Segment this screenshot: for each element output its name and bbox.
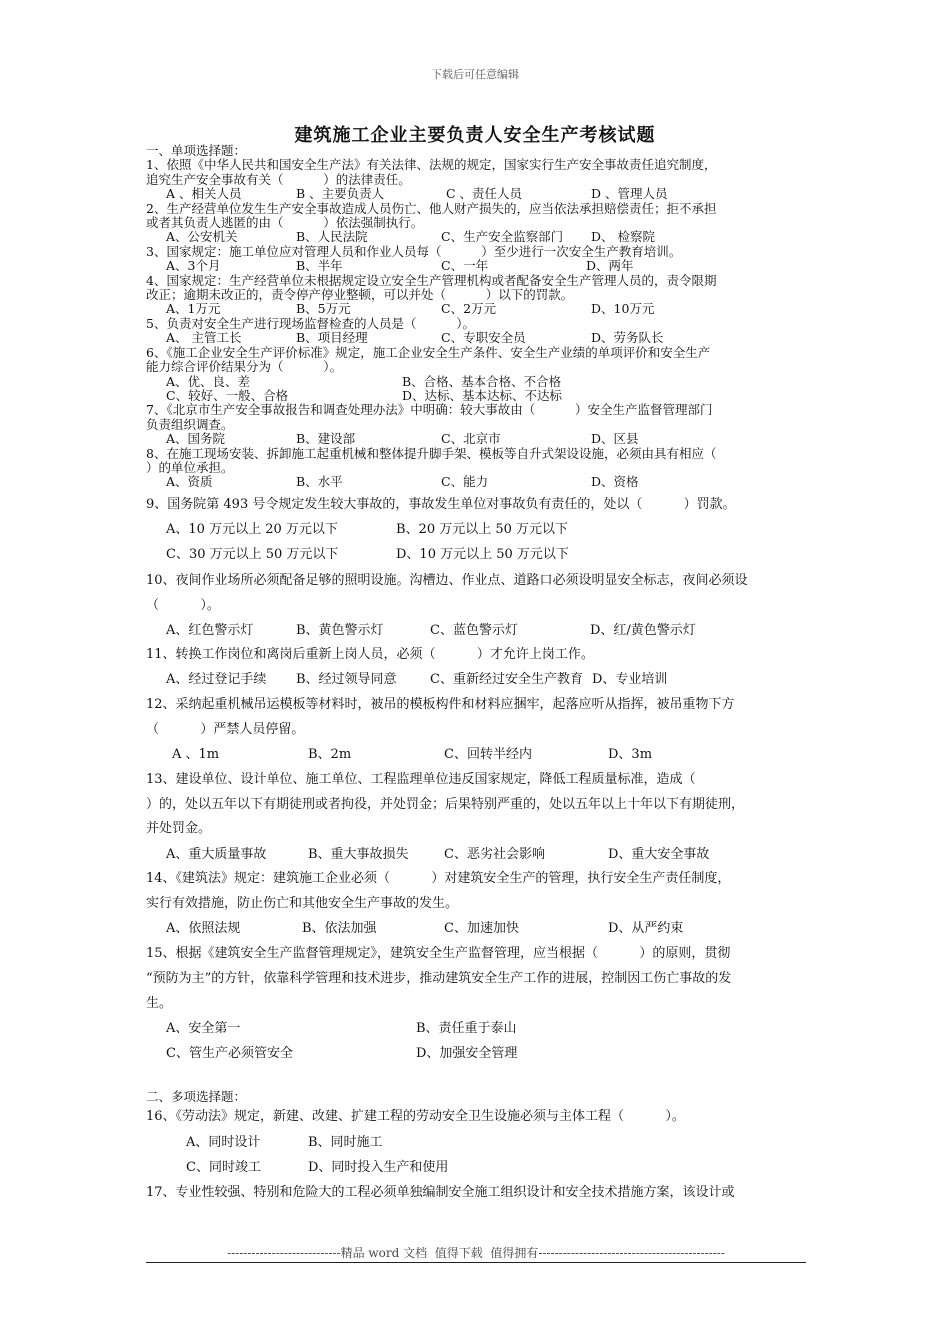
q7-line2: 负责组织调查。: [146, 417, 234, 432]
q10-option-a: A、红色警示灯: [166, 623, 254, 638]
q14-option-a: A、依照法规: [166, 921, 241, 936]
q15-option-b: B、责任重于泰山: [416, 1021, 517, 1036]
download-note: 下载后可任意编辑: [431, 68, 519, 81]
q1-options: A 、相关人员 B 、主要负责人 C 、责任人员 D 、管理人员: [166, 187, 668, 202]
q13-line2: ）的，处以五年以下有期徒刑或者拘役，并处罚金；后果特别严重的，处以五年以上十年以下有期徒刑，: [146, 797, 745, 812]
q13-option-a: A、重大质量事故: [166, 847, 267, 862]
q6-line1: 6、《施工企业安全生产评价标准》规定，施工企业安全生产条件、安全生产业绩的单项评价和安全生产: [146, 345, 711, 360]
section-heading-multiple: 二、多项选择题：: [146, 1089, 247, 1104]
q7-options: A、国务院 B、建设部 C、北京市 D、区县: [166, 432, 639, 447]
q9-option-d: D、10 万元以上 50 万元以下: [396, 547, 569, 562]
q11-option-b: B、经过领导同意: [296, 672, 397, 687]
q2-options: A、公安机关 B、人民法院 C、生产安全监察部门 D、 检察院: [166, 230, 655, 245]
q6-options-row2: C、较好、一般、合格 D、达标、基本达标、不达标: [166, 388, 563, 403]
footer-note: ----------------------------精品 word 文档 值得下载 值得拥有----------------------------------------------: [227, 1246, 725, 1260]
q12-line1: 12、采纳起重机械吊运模板等材料时，被吊的模板构件和材料应捆牢，起落应听从指挥，被吊重物下方: [146, 697, 735, 712]
q5-options: A、 主管工长 B、项目经理 C、专职安全员 D、劳务队长: [166, 331, 664, 346]
q14-option-d: D、从严约束: [608, 921, 684, 936]
q15-option-c: C、管生产必须管安全: [166, 1046, 293, 1061]
q9-text: 9、国务院第 493 号令规定发生较大事故的，事故发生单位对事故负有责任的，处以（ ）罚款。: [146, 497, 736, 512]
q3-line1: 3、国家规定：施工单位应对管理人员和作业人员每（ ）至少进行一次安全生产教育培训。: [146, 244, 682, 259]
q16-option-a: A、同时设计: [186, 1135, 261, 1150]
q2-line2: 或者其负责人逃匿的由（ ）依法强制执行。: [146, 216, 424, 231]
q14-option-c: C、加速加快: [444, 921, 519, 936]
q15-option-d: D、加强安全管理: [416, 1046, 518, 1061]
q14-line1: 14、《建筑法》规定：建筑施工企业必须（ ）对建筑安全生产的管理，执行安全生产责任制度，: [146, 871, 731, 886]
q2-line1: 2、生产经营单位发生生产安全事故造成人员伤亡、他人财产损失的，应当依法承担赔偿责任；拒不承担: [146, 201, 717, 216]
q12-option-b: B、2m: [308, 747, 352, 762]
q1-line1: 1、依照《中华人民共和国安全生产法》有关法律、法规的规定，国家实行生产安全事故责任追究制度，: [146, 158, 717, 173]
q4-line2: 改正；逾期未改正的，责令停产停业整顿，可以并处（ ）以下的罚款。: [146, 288, 574, 303]
q15-line3: 生。: [146, 996, 173, 1011]
q11-option-d: D、专业培训: [592, 672, 668, 687]
q11-option-a: A、经过登记手续: [166, 672, 267, 687]
q17-text: 17、专业性较强、特别和危险大的工程必须单独编制安全施工组织设计和安全技术措施方案，该设计或: [146, 1185, 735, 1200]
single-choice-block: [146, 144, 816, 490]
q16-option-c: C、同时竣工: [186, 1160, 261, 1175]
q12-option-d: D、3m: [608, 747, 653, 762]
exam-title: 建筑施工企业主要负责人安全生产考核试题: [294, 125, 656, 146]
q9-option-c: C、30 万元以上 50 万元以下: [166, 547, 339, 562]
q14-option-b: B、依法加强: [302, 921, 377, 936]
q15-line1: 15、根据《建筑安全生产监督管理规定》，建筑安全生产监督管理，应当根据（ ）的原则，贯彻: [146, 946, 731, 961]
q3-options: A、3个月 B、半年 C、一年 D、两年: [166, 259, 634, 274]
q9-option-a: A、10 万元以上 20 万元以下: [166, 522, 338, 537]
q10-line2: （ ）。: [146, 598, 220, 613]
q7-line1: 7、《北京市生产安全事故报告和调查处理办法》中明确：较大事故由（ ）安全生产监督管理部门: [146, 403, 713, 418]
q11-text: 11、转换工作岗位和离岗后重新上岗人员，必须（ ）才允许上岗工作。: [146, 647, 594, 662]
q1-line2: 追究生产安全事故有关（ ）的法律责任。: [146, 172, 411, 187]
q12-option-a: A 、1m: [172, 747, 220, 762]
q8-line1: 8、在施工现场安装、拆卸施工起重机械和整体提升脚手架、模板等自升式架设设施，必须由具有相应（: [146, 446, 717, 461]
q15-option-a: A、安全第一: [166, 1021, 241, 1036]
q12-line2: （ ）严禁人员停留。: [146, 722, 305, 737]
q16-text: 16、《劳动法》规定，新建、改建、扩建工程的劳动安全卫生设施必须与主体工程（ ）。: [146, 1109, 685, 1124]
q6-line2: 能力综合评价结果分为（ ）。: [146, 360, 342, 375]
q13-option-b: B、重大事故损失: [308, 847, 409, 862]
q8-options: A、资质 B、水平 C、能力 D、资格: [166, 475, 639, 490]
q14-line2: 实行有效措施，防止伤亡和其他安全生产事故的发生。: [146, 896, 459, 911]
q4-line1: 4、国家规定：生产经营单位未根据规定设立安全生产管理机构或者配备安全生产管理人员的，责令限期: [146, 273, 717, 288]
q16-option-b: B、同时施工: [308, 1135, 383, 1150]
section-heading-single: 一、单项选择题：: [146, 144, 247, 158]
q13-option-c: C、恶劣社会影响: [444, 847, 545, 862]
footer-rule: [146, 1262, 806, 1263]
q10-line1: 10、夜间作业场所必须配备足够的照明设施。沟槽边、作业点、道路口必须设明显安全标志，夜间必须设: [146, 573, 748, 588]
q16-option-d: D、同时投入生产和使用: [308, 1160, 449, 1175]
q15-line2: “预防为主”的方针，依靠科学管理和技术进步，推动建筑安全生产工作的进展，控制因工伤亡事故的发: [146, 971, 732, 986]
q10-option-d: D、红/黄色警示灯: [590, 623, 696, 638]
q4-options: A、1万元 B、5万元 C、2万元 D、10万元: [166, 302, 655, 317]
q11-option-c: C、重新经过安全生产教育: [430, 672, 583, 687]
q13-line3: 并处罚金。: [146, 821, 212, 836]
q13-line1: 13、建设单位、设计单位、施工单位、工程监理单位违反国家规定，降低工程质量标准，造成（: [146, 772, 696, 787]
q6-options-row1: A、优、良、差 B、合格、基本合格、不合格: [166, 374, 562, 389]
q9-option-b: B、20 万元以上 50 万元以下: [396, 522, 569, 537]
q13-option-d: D、重大安全事故: [608, 847, 710, 862]
q8-line2: ）的单位承担。: [146, 460, 234, 475]
q10-option-b: B、黄色警示灯: [296, 623, 384, 638]
q12-option-c: C、回转半经内: [444, 747, 532, 762]
q10-option-c: C、蓝色警示灯: [430, 623, 518, 638]
q5-line1: 5、负责对安全生产进行现场监督检查的人员是（ ）。: [146, 316, 475, 331]
